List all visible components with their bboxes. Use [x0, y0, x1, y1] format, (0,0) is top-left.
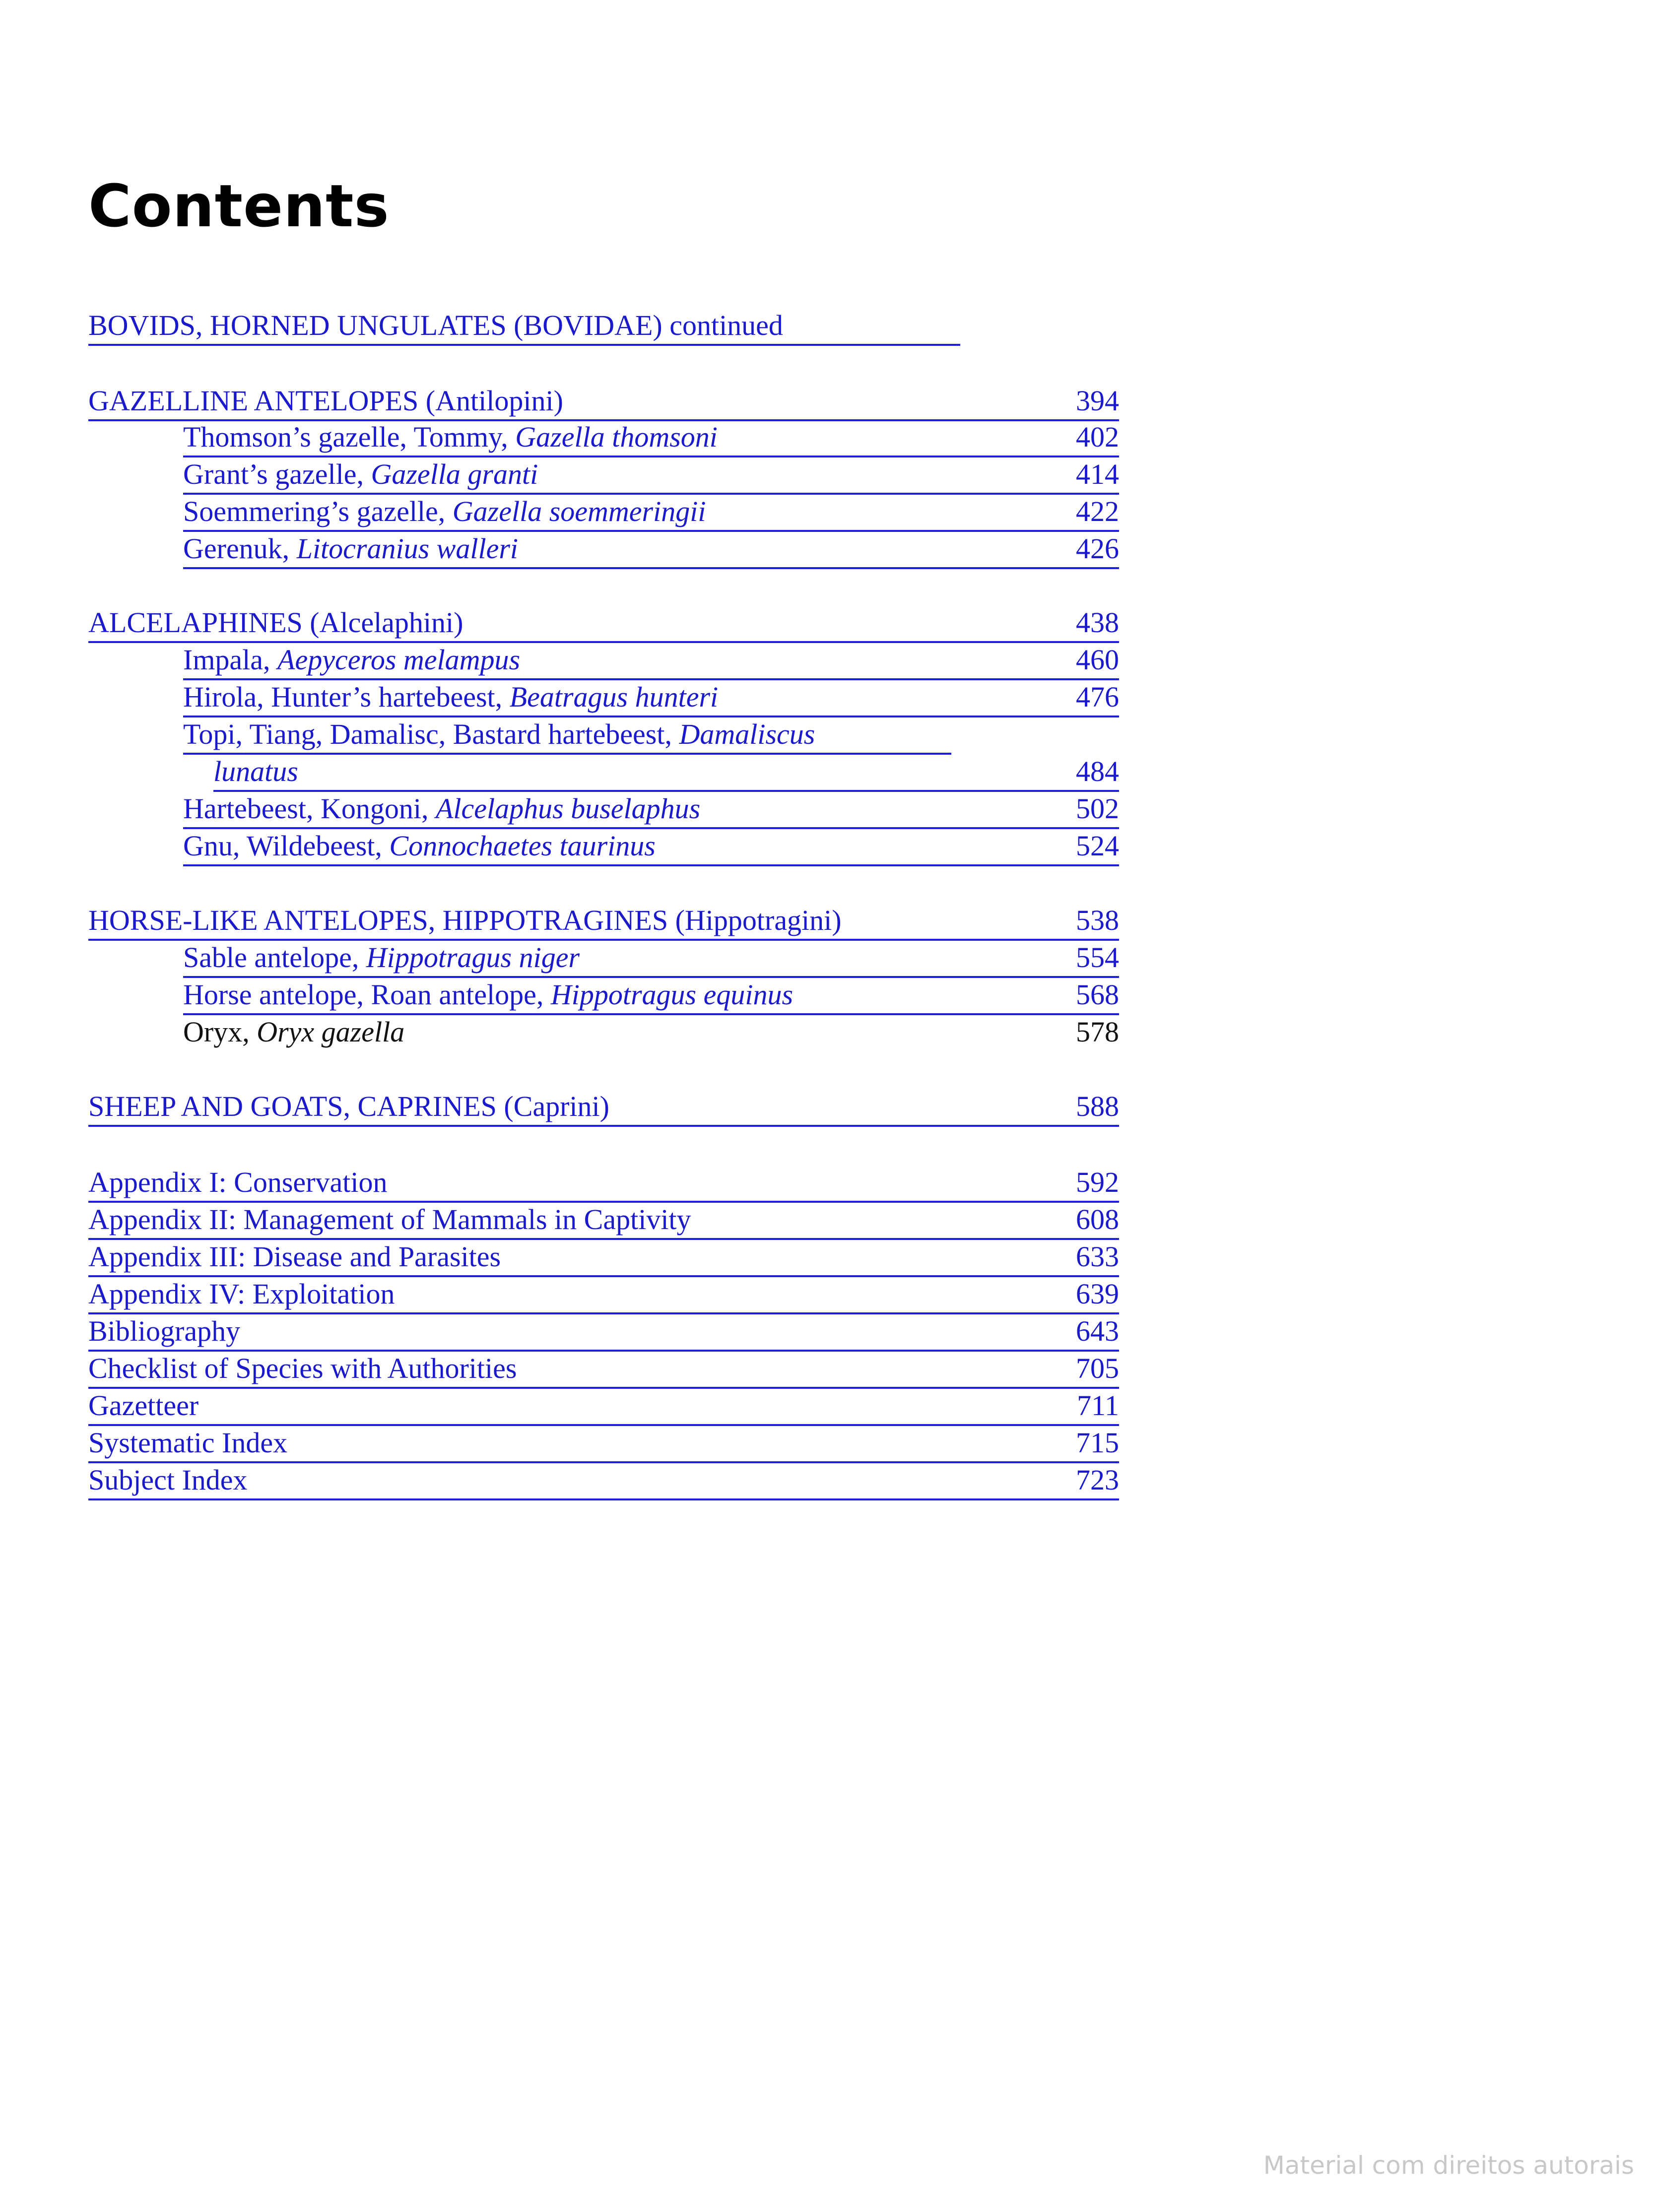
- toc-label: Checklist of Species with Authorities: [88, 1352, 517, 1384]
- toc-link-hartebeest[interactable]: [183, 790, 1119, 829]
- toc-label: Appendix IV: Exploitation: [88, 1278, 395, 1310]
- page-title: Contents: [88, 172, 390, 240]
- toc-label: Appendix II: Management of Mammals in Captivity: [88, 1203, 691, 1236]
- toc-label: Topi, Tiang, Damalisc, Bastard hartebeest, Damaliscus: [183, 718, 815, 750]
- toc-link-soemmerings-gazelle[interactable]: [183, 493, 1119, 532]
- toc-label: Oryx, Oryx gazella: [183, 1016, 405, 1048]
- toc-page-number: 414: [1076, 458, 1119, 490]
- toc-page-number: 484: [1076, 755, 1119, 787]
- toc-page-number: 422: [1076, 495, 1119, 527]
- toc-label: Appendix I: Conservation: [88, 1166, 388, 1198]
- toc-link-subject-index[interactable]: [88, 1462, 1119, 1500]
- toc-page-number: 538: [1076, 904, 1119, 936]
- toc-label: GAZELLINE ANTELOPES (Antilopini): [88, 385, 563, 417]
- toc-page-number: 715: [1076, 1427, 1119, 1459]
- toc-page-number: 643: [1076, 1315, 1119, 1347]
- toc-label: Appendix III: Disease and Parasites: [88, 1240, 501, 1273]
- toc-page-number: 588: [1076, 1090, 1119, 1122]
- toc-link-appendix-2[interactable]: [88, 1201, 1119, 1240]
- toc-link-systematic-index[interactable]: [88, 1425, 1119, 1463]
- toc-page-number: 426: [1076, 532, 1119, 565]
- toc-label: Hartebeest, Kongoni, Alcelaphus buselaphus: [183, 792, 701, 825]
- toc-page-number: 711: [1077, 1389, 1119, 1422]
- toc-label: SHEEP AND GOATS, CAPRINES (Caprini): [88, 1090, 609, 1122]
- toc-label: Sable antelope, Hippotragus niger: [183, 941, 580, 974]
- toc-label: Systematic Index: [88, 1427, 288, 1459]
- toc-label: Grant’s gazelle, Gazella granti: [183, 458, 538, 490]
- toc-page-number: 524: [1076, 830, 1119, 862]
- copyright-watermark: Material com direitos autorais: [1263, 2151, 1634, 2180]
- toc-link-gazetteer[interactable]: [88, 1387, 1119, 1426]
- toc-link-alcelaphines[interactable]: [88, 604, 1119, 643]
- toc-link-bovids[interactable]: [88, 307, 960, 346]
- toc-link-caprines[interactable]: [88, 1088, 1119, 1127]
- toc-label: Thomson’s gazelle, Tommy, Gazella thomsoni: [183, 421, 718, 453]
- toc-page-number: 578: [1076, 1016, 1119, 1048]
- toc-link-gnu[interactable]: [183, 828, 1119, 866]
- toc-entry-oryx: [183, 1014, 1119, 1050]
- toc-label: HORSE-LIKE ANTELOPES, HIPPOTRAGINES (Hippotragini): [88, 904, 842, 936]
- toc-label: Subject Index: [88, 1464, 248, 1496]
- toc-label: Gnu, Wildebeest, Connochaetes taurinus: [183, 830, 656, 862]
- toc-link-gazelline-antelopes[interactable]: [88, 383, 1119, 421]
- toc-page-number: 592: [1076, 1166, 1119, 1198]
- toc-link-checklist[interactable]: [88, 1350, 1119, 1389]
- toc-page-number: 608: [1076, 1203, 1119, 1236]
- toc-label: Soemmering’s gazelle, Gazella soemmeringii: [183, 495, 706, 527]
- toc-link-roan-antelope[interactable]: [183, 976, 1119, 1015]
- toc-label: ALCELAPHINES (Alcelaphini): [88, 606, 463, 639]
- toc-page-number: 460: [1076, 644, 1119, 676]
- toc-label: Gerenuk, Litocranius walleri: [183, 532, 519, 565]
- toc-link-gerenuk[interactable]: [183, 530, 1119, 569]
- toc-link-hirola[interactable]: [183, 679, 1119, 717]
- toc-page-number: 554: [1076, 941, 1119, 974]
- toc-link-thomsons-gazelle[interactable]: [183, 419, 1119, 457]
- toc-label: lunatus: [213, 755, 298, 787]
- toc-link-sable-antelope[interactable]: [183, 939, 1119, 978]
- toc-link-appendix-1[interactable]: [88, 1164, 1119, 1203]
- toc-link-topi-line2[interactable]: [213, 753, 1119, 792]
- toc-page-number: 476: [1076, 681, 1119, 713]
- toc-label: BOVIDS, HORNED UNGULATES (BOVIDAE) continued: [88, 309, 783, 341]
- toc-page-number: 568: [1076, 978, 1119, 1011]
- toc-label: Horse antelope, Roan antelope, Hippotragus equinus: [183, 978, 794, 1011]
- toc-link-topi-line1[interactable]: [183, 716, 951, 755]
- toc-page-number: 723: [1076, 1464, 1119, 1496]
- toc-page-number: 394: [1076, 385, 1119, 417]
- toc-page-number: 633: [1076, 1240, 1119, 1273]
- toc-page-number: 402: [1076, 421, 1119, 453]
- toc-page-number: 705: [1076, 1352, 1119, 1384]
- toc-link-bibliography[interactable]: [88, 1313, 1119, 1352]
- toc-link-appendix-4[interactable]: [88, 1276, 1119, 1314]
- toc-page-number: 502: [1076, 792, 1119, 825]
- toc-page-number: 438: [1076, 606, 1119, 639]
- toc-label: Impala, Aepyceros melampus: [183, 644, 521, 676]
- toc-label: Hirola, Hunter’s hartebeest, Beatragus hunteri: [183, 681, 719, 713]
- toc-link-appendix-3[interactable]: [88, 1238, 1119, 1277]
- toc-label: Gazetteer: [88, 1389, 199, 1422]
- toc-link-hippotragines[interactable]: [88, 902, 1119, 941]
- toc-label: Bibliography: [88, 1315, 241, 1347]
- toc-link-impala[interactable]: [183, 642, 1119, 680]
- toc-link-grants-gazelle[interactable]: [183, 456, 1119, 495]
- toc-page-number: 639: [1076, 1278, 1119, 1310]
